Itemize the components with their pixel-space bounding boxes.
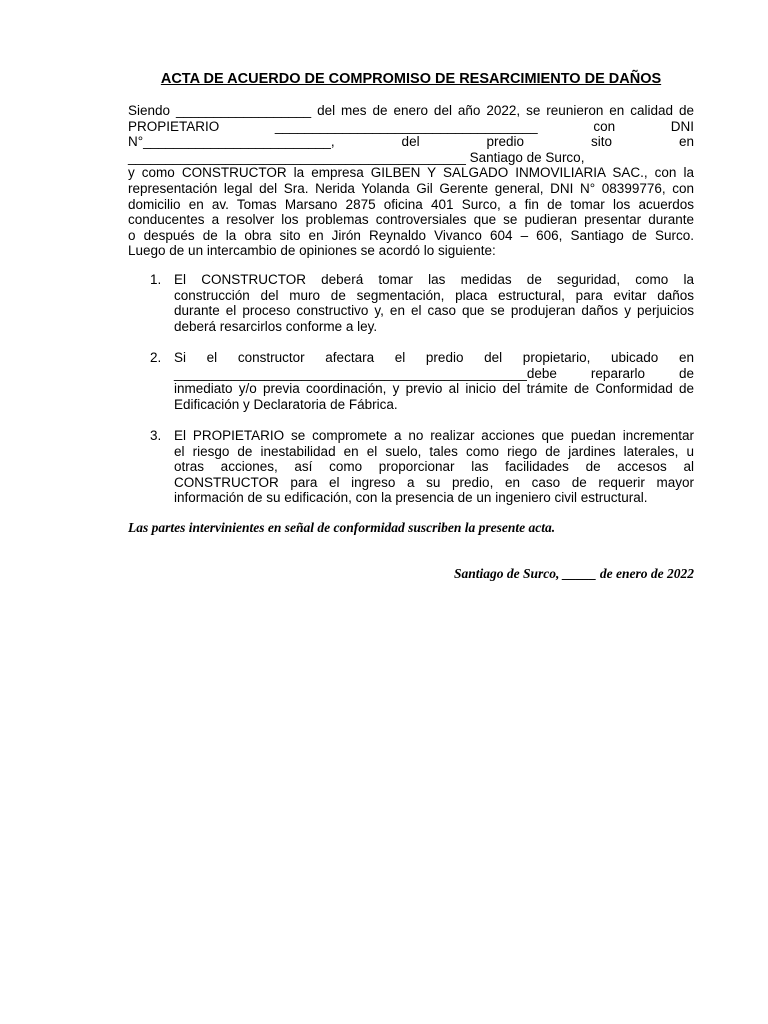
- item-line: deberá resarcirlos conforme a ley.: [174, 318, 378, 334]
- item-line: _______________________________________________debe repararlo de: [174, 365, 694, 381]
- intro-line: conducentes a resolver los problemas controversiales que se pudieran presentar durante: [128, 212, 694, 228]
- intro-line: _____________________________________________ Santiago de Surco,: [128, 149, 585, 165]
- agreement-list: [150, 272, 694, 334]
- agreement-list: [150, 428, 694, 506]
- item-number: 3.: [150, 428, 162, 443]
- item-number: 1.: [150, 272, 162, 287]
- item-line: El CONSTRUCTOR deberá tomar las medidas de seguridad, como la: [174, 272, 694, 287]
- item-line: el riesgo de inestabilidad en el suelo, tales como riego de jardines laterales, u: [174, 443, 694, 459]
- agreement-list: [150, 350, 694, 412]
- item-line: información de su edificación, con la presencia de un ingeniero civil estructural.: [174, 490, 648, 506]
- intro-paragraph: [128, 103, 694, 259]
- item-number: 2.: [150, 350, 162, 365]
- intro-line: domicilio en av. Tomas Marsano 2875 oficina 401 Surco, a fin de tomar los acuerdos: [128, 196, 694, 212]
- place-date-line: Santiago de Surco, _____ de enero de 2022: [453, 566, 694, 581]
- intro-line: representación legal del Sra. Nerida Yolanda Gil Gerente general, DNI N° 08399776, con: [128, 180, 694, 196]
- agreement-item: [150, 428, 694, 506]
- agreement-item: [150, 350, 694, 412]
- agreement-item: [150, 272, 694, 334]
- intro-line: o después de la obra sito en Jirón Reynaldo Vivanco 604 – 606, Santiago de Surco.: [128, 227, 694, 243]
- intro-line: Siendo __________________ del mes de enero del año 2022, se reunieron en calidad de: [128, 103, 694, 118]
- item-line: otras acciones, así como proporcionar las facilidades de accesos al: [174, 459, 694, 475]
- document-title: ACTA DE ACUERDO DE COMPROMISO DE RESARCIMIENTO DE DAÑOS: [160, 71, 662, 87]
- item-line: CONSTRUCTOR para el ingreso a su predio, en caso de requerir mayor: [174, 474, 694, 490]
- item-line: inmediato y/o previa coordinación, y previo al inicio del trámite de Conformidad de: [174, 381, 694, 397]
- closing-statement: Las partes intervinientes en señal de conformidad suscriben la presente acta.: [128, 520, 556, 535]
- intro-line: Luego de un intercambio de opiniones se acordó lo siguiente:: [128, 243, 496, 259]
- item-line: durante el proceso constructivo y, en el caso que se produjeran daños y perjuicios: [174, 303, 694, 319]
- item-line: El PROPIETARIO se compromete a no realizar acciones que puedan incrementar: [174, 428, 694, 443]
- intro-line: y como CONSTRUCTOR la empresa GILBEN Y SALGADO INMOVILIARIA SAC., con la: [128, 165, 694, 181]
- intro-line: PROPIETARIO ___________________________________ con DNI: [128, 118, 694, 134]
- item-line: Edificación y Declaratoria de Fábrica.: [174, 396, 398, 412]
- intro-line: N°_________________________, del predio sito en: [128, 134, 694, 150]
- item-line: construcción del muro de segmentación, placa estructural, para evitar daños: [174, 287, 694, 303]
- item-line: Si el constructor afectara el predio del propietario, ubicado en: [174, 350, 694, 365]
